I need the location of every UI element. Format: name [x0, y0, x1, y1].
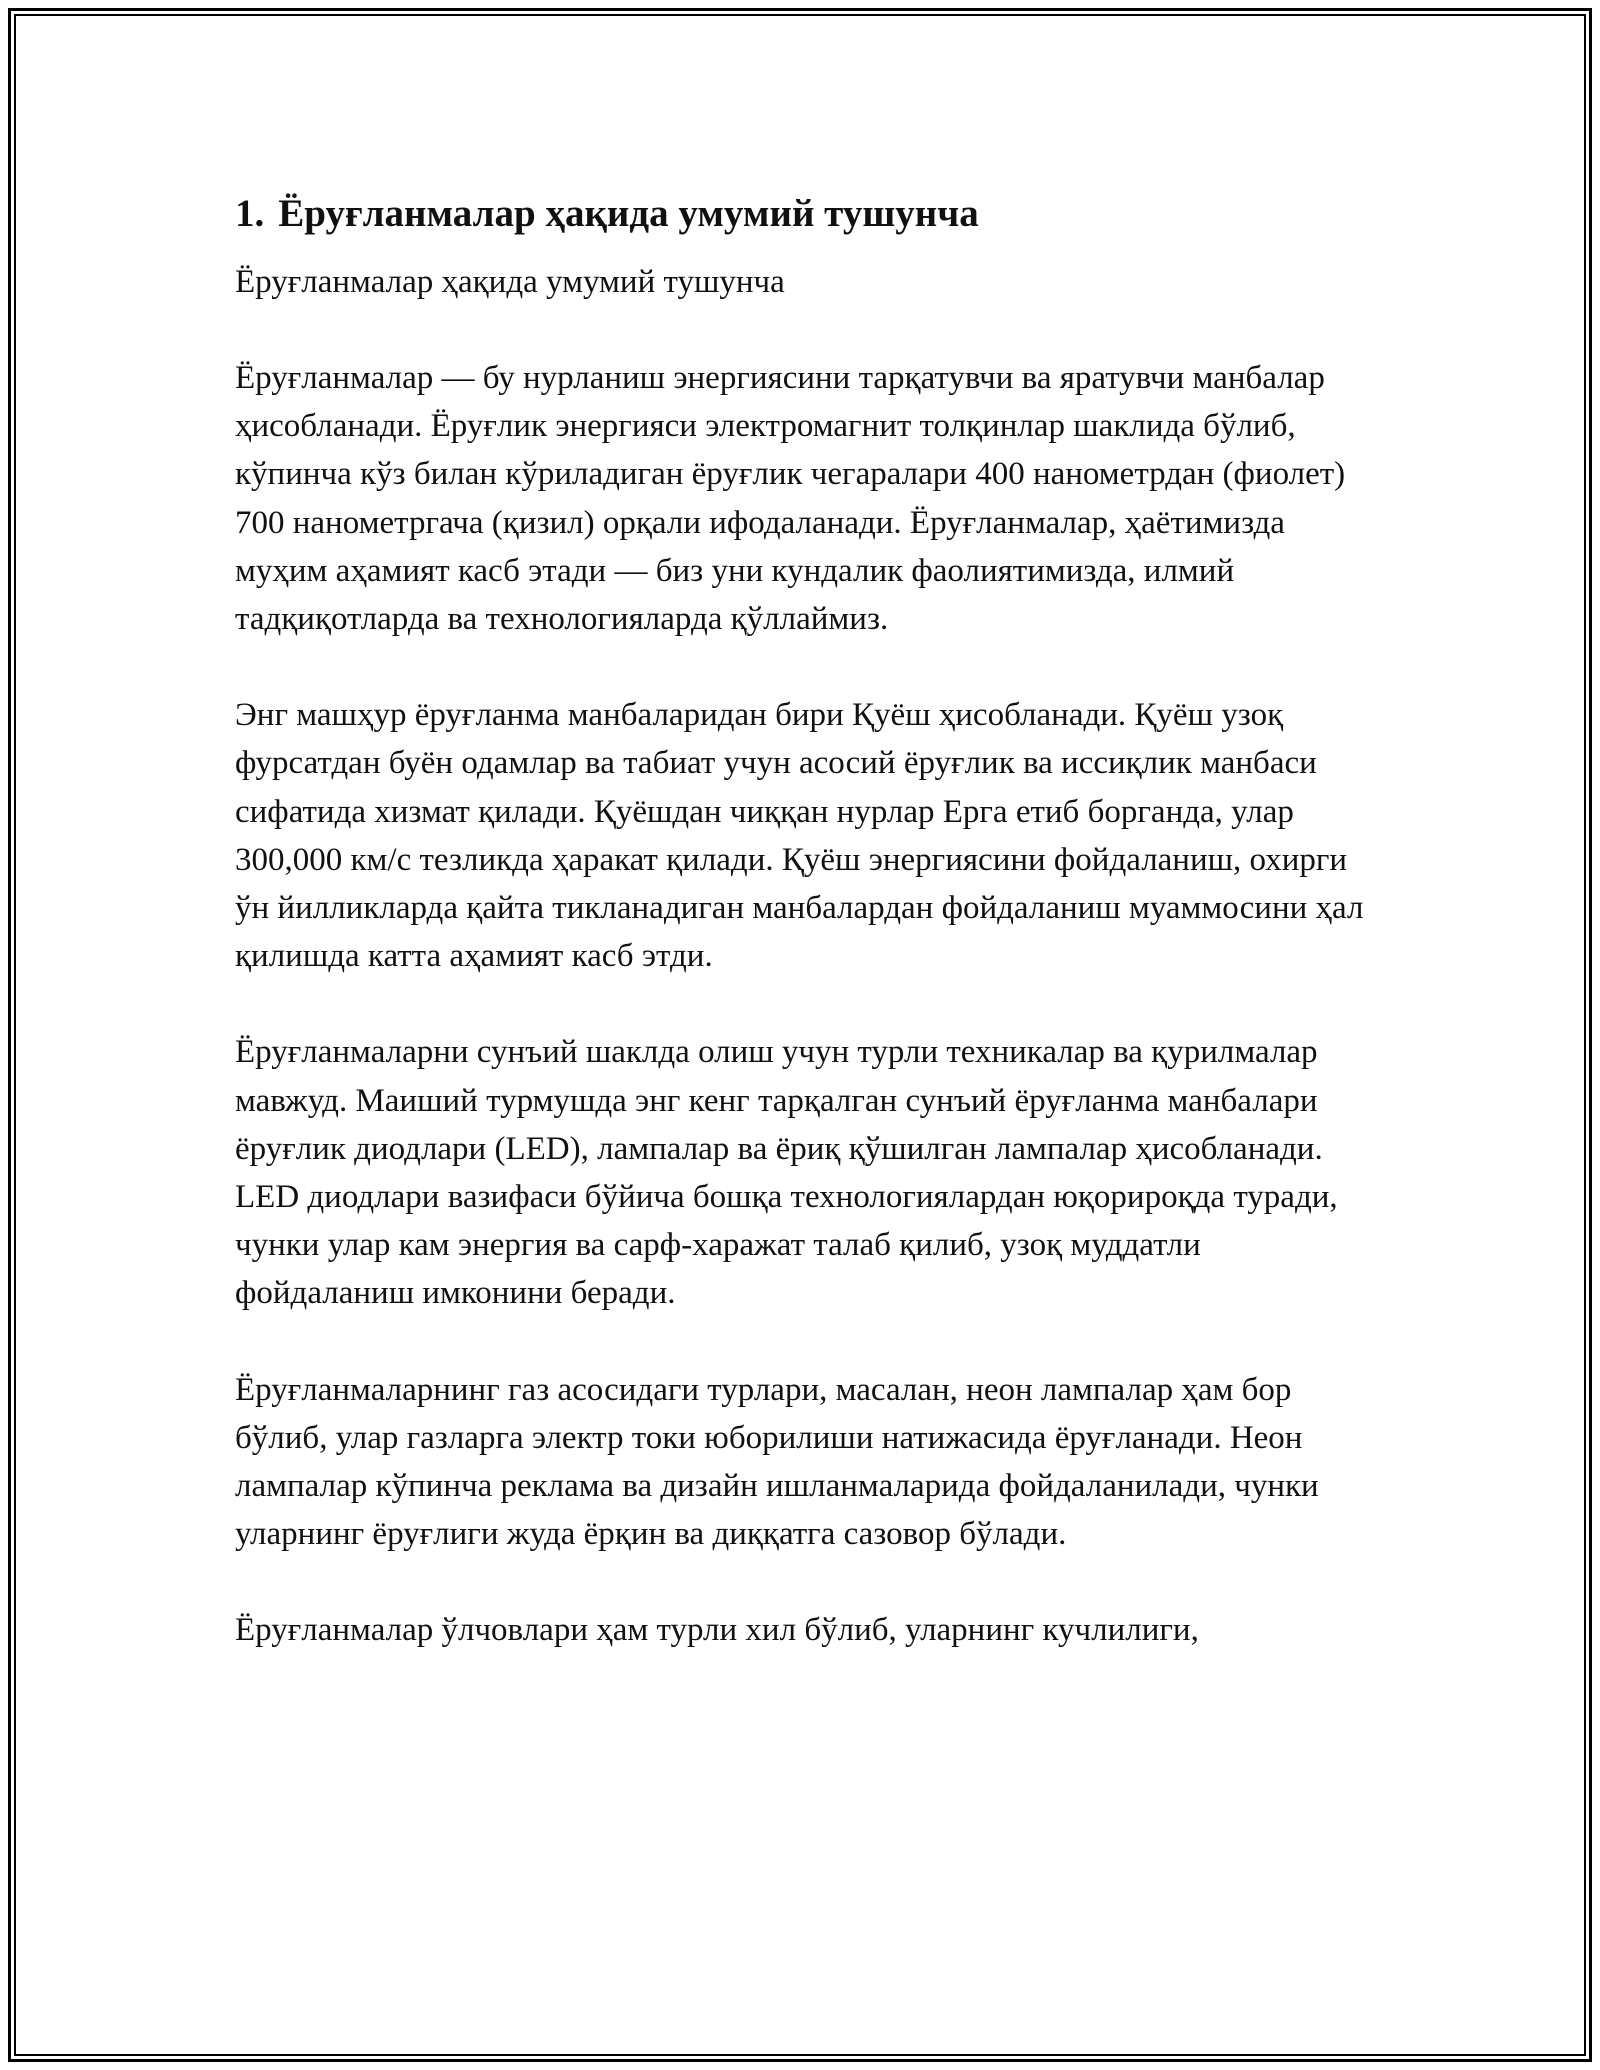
- document-body: [235, 188, 1375, 1703]
- heading-text: Ёруғланмалар ҳақида умумий тушунча: [278, 192, 979, 235]
- paragraph-2: Энг машҳур ёруғланма манбаларидан бири Қуёш ҳисобланади. Қуёш узоқ фурсатдан буён одамлар ва табиат учун асосий ёруғлик ва иссиқлик манбаси сифатида хизмат қилади. Қуёшдан чиққан нурлар Ерга етиб борганда, улар 300,000 км/с тезликда ҳаракат қилади. Қуёш энергиясини фойдаланиш, охирги ўн йилликларда қайта тикланадиган манбалардан фойдаланиш муаммосини ҳал қилишда катта аҳамият касб этди.: [235, 697, 1364, 975]
- section-heading: [235, 188, 1375, 240]
- paragraph-1: Ёруғланмалар — бу нурланиш энергиясини тарқатувчи ва яратувчи манбалар ҳисобланади. Ёруғлик энергияси электромагнит толқинлар шаклида бўлиб, кўпинча кўз билан кўриладиган ёруғлик чегаралари 400 нанометрдан (фиолет) 700 нанометргача (қизил) орқали ифодаланади. Ёруғланмалар, ҳаётимизда муҳим аҳамият касб этади — биз уни кундалик фаолиятимизда, илмий тадқиқотларда ва технологияларда қўллаймиз.: [235, 360, 1346, 638]
- paragraph-5: Ёруғланмалар ўлчовлари ҳам турли хил бўлиб, уларнинг кучлилиги,: [235, 1612, 1199, 1649]
- paragraph-3: Ёруғланмаларни сунъий шаклда олиш учун турли техникалар ва қурилмалар мавжуд. Маиший турмушда энг кенг тарқалган сунъий ёруғланма манбалари ёруғлик диодлари (LED), лампалар ва ёриқ қўшилган лампалар ҳисобланади. LED диодлари вазифаси бўйича бошқа технологиялардан юқорироқда туради, чунки улар кам энергия ва сарф-харажат талаб қилиб, узоқ муддатли фойдаланиш имконини беради.: [235, 1034, 1338, 1312]
- section-subtitle: Ёруғланмалар ҳақида умумий тушунча: [235, 264, 785, 300]
- paragraph-4: Ёруғланмаларнинг газ асосидаги турлари, масалан, неон лампалар ҳам бор бўлиб, улар газларга электр токи юборилиши натижасида ёруғланади. Неон лампалар кўпинча реклама ва дизайн ишланмаларида фойдаланилади, чунки уларнинг ёруғлиги жуда ёрқин ва диққатга сазовор бўлади.: [235, 1371, 1319, 1553]
- heading-number: 1.: [235, 192, 265, 235]
